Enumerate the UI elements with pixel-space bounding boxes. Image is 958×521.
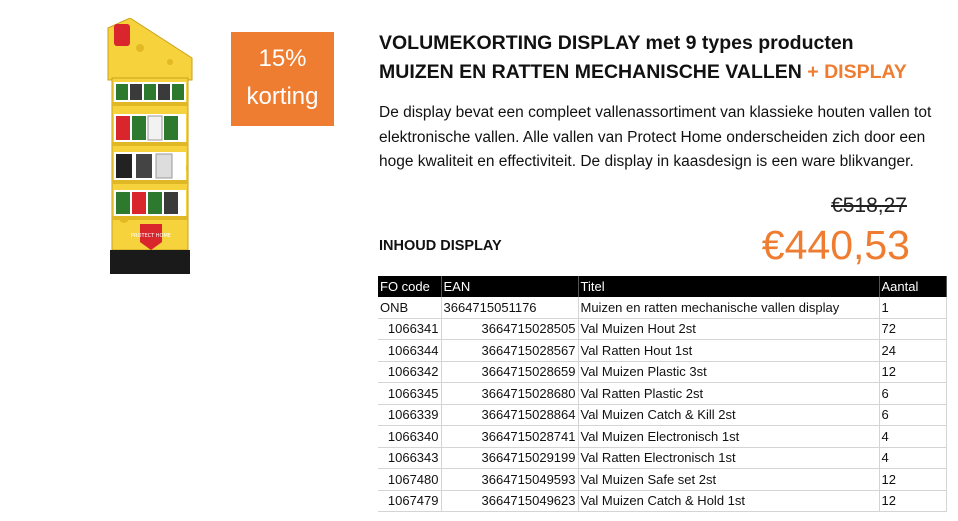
cell-titel: Val Muizen Hout 2st <box>578 318 879 340</box>
cell-fo-code: 1067479 <box>378 490 441 512</box>
svg-text:PROTECT HOME: PROTECT HOME <box>131 233 171 239</box>
cell-titel: Muizen en ratten mechanische vallen display <box>578 297 879 318</box>
cell-aantal: 12 <box>879 469 946 491</box>
product-title-line2-text: MUIZEN EN RATTEN MECHANISCHE VALLEN <box>379 61 802 83</box>
table-row <box>378 318 946 340</box>
header-titel: Titel <box>578 276 879 297</box>
table-row <box>378 447 946 469</box>
cell-fo-code: 1066344 <box>378 340 441 362</box>
cell-titel: Val Ratten Plastic 2st <box>578 383 879 405</box>
table-row <box>378 426 946 448</box>
contents-table <box>378 276 947 512</box>
cell-fo-code: 1066345 <box>378 383 441 405</box>
shelf-2 <box>112 114 188 146</box>
cell-fo-code: 1066339 <box>378 404 441 426</box>
shelf-3 <box>112 152 188 184</box>
header-aantal: Aantal <box>879 276 946 297</box>
table-row <box>378 297 946 318</box>
shelf-4 <box>112 190 188 220</box>
cell-ean: 3664715049593 <box>441 469 578 491</box>
discount-badge <box>231 32 334 126</box>
cell-fo-code: 1067480 <box>378 469 441 491</box>
old-price: €518,27 <box>831 194 907 217</box>
cell-titel: Val Muizen Catch & Hold 1st <box>578 490 879 512</box>
product-display-image <box>100 18 200 280</box>
table-row <box>378 383 946 405</box>
cell-ean: 3664715028505 <box>441 318 578 340</box>
product-title-line1: VOLUMEKORTING DISPLAY met 9 types producten <box>379 32 854 54</box>
table-row <box>378 469 946 491</box>
cell-titel: Val Muizen Plastic 3st <box>578 361 879 383</box>
cell-aantal: 4 <box>879 426 946 448</box>
cell-aantal: 24 <box>879 340 946 362</box>
cell-fo-code: 1066341 <box>378 318 441 340</box>
cell-ean: 3664715028741 <box>441 426 578 448</box>
cell-titel: Val Muizen Catch & Kill 2st <box>578 404 879 426</box>
cell-titel: Val Muizen Safe set 2st <box>578 469 879 491</box>
table-row <box>378 404 946 426</box>
cell-ean: 3664715028864 <box>441 404 578 426</box>
protect-home-logo-top <box>114 24 130 46</box>
header-fo-code: FO code <box>378 276 441 297</box>
header-ean: EAN <box>441 276 578 297</box>
cell-titel: Val Ratten Electronisch 1st <box>578 447 879 469</box>
product-title <box>379 29 939 87</box>
cell-ean: 3664715028680 <box>441 383 578 405</box>
cell-aantal: 72 <box>879 318 946 340</box>
cell-titel: Val Ratten Hout 1st <box>578 340 879 362</box>
cell-ean: 3664715029199 <box>441 447 578 469</box>
cell-fo-code: ONB <box>378 297 441 318</box>
cell-fo-code: 1066343 <box>378 447 441 469</box>
cell-ean: 3664715028567 <box>441 340 578 362</box>
cell-ean: 3664715049623 <box>441 490 578 512</box>
new-price: €440,53 <box>761 222 910 268</box>
discount-label: korting <box>246 83 319 110</box>
table-row <box>378 361 946 383</box>
product-title-line2 <box>379 58 939 87</box>
product-description: De display bevat een compleet vallenassortiment van klassieke houten vallen tot elektronische vallen. Alle vallen van Protect Home onderscheiden zich door een hoge kwaliteit en effectiviteit. De display in kaasdesign is een ware blikvanger. <box>379 104 932 170</box>
contents-section-title: INHOUD DISPLAY <box>379 238 502 254</box>
cell-aantal: 12 <box>879 490 946 512</box>
cell-aantal: 12 <box>879 361 946 383</box>
table-row <box>378 340 946 362</box>
cell-aantal: 4 <box>879 447 946 469</box>
cell-fo-code: 1066340 <box>378 426 441 448</box>
cell-aantal: 6 <box>879 383 946 405</box>
cell-titel: Val Muizen Electronisch 1st <box>578 426 879 448</box>
cell-fo-code: 1066342 <box>378 361 441 383</box>
cell-aantal: 6 <box>879 404 946 426</box>
cell-ean: 3664715051176 <box>441 297 578 318</box>
product-title-accent: + DISPLAY <box>807 61 907 83</box>
cell-aantal: 1 <box>879 297 946 318</box>
cell-ean: 3664715028659 <box>441 361 578 383</box>
table-header-row <box>378 276 946 297</box>
shelf-1 <box>112 82 188 106</box>
table-row <box>378 490 946 512</box>
discount-percentage: 15% <box>258 45 307 72</box>
